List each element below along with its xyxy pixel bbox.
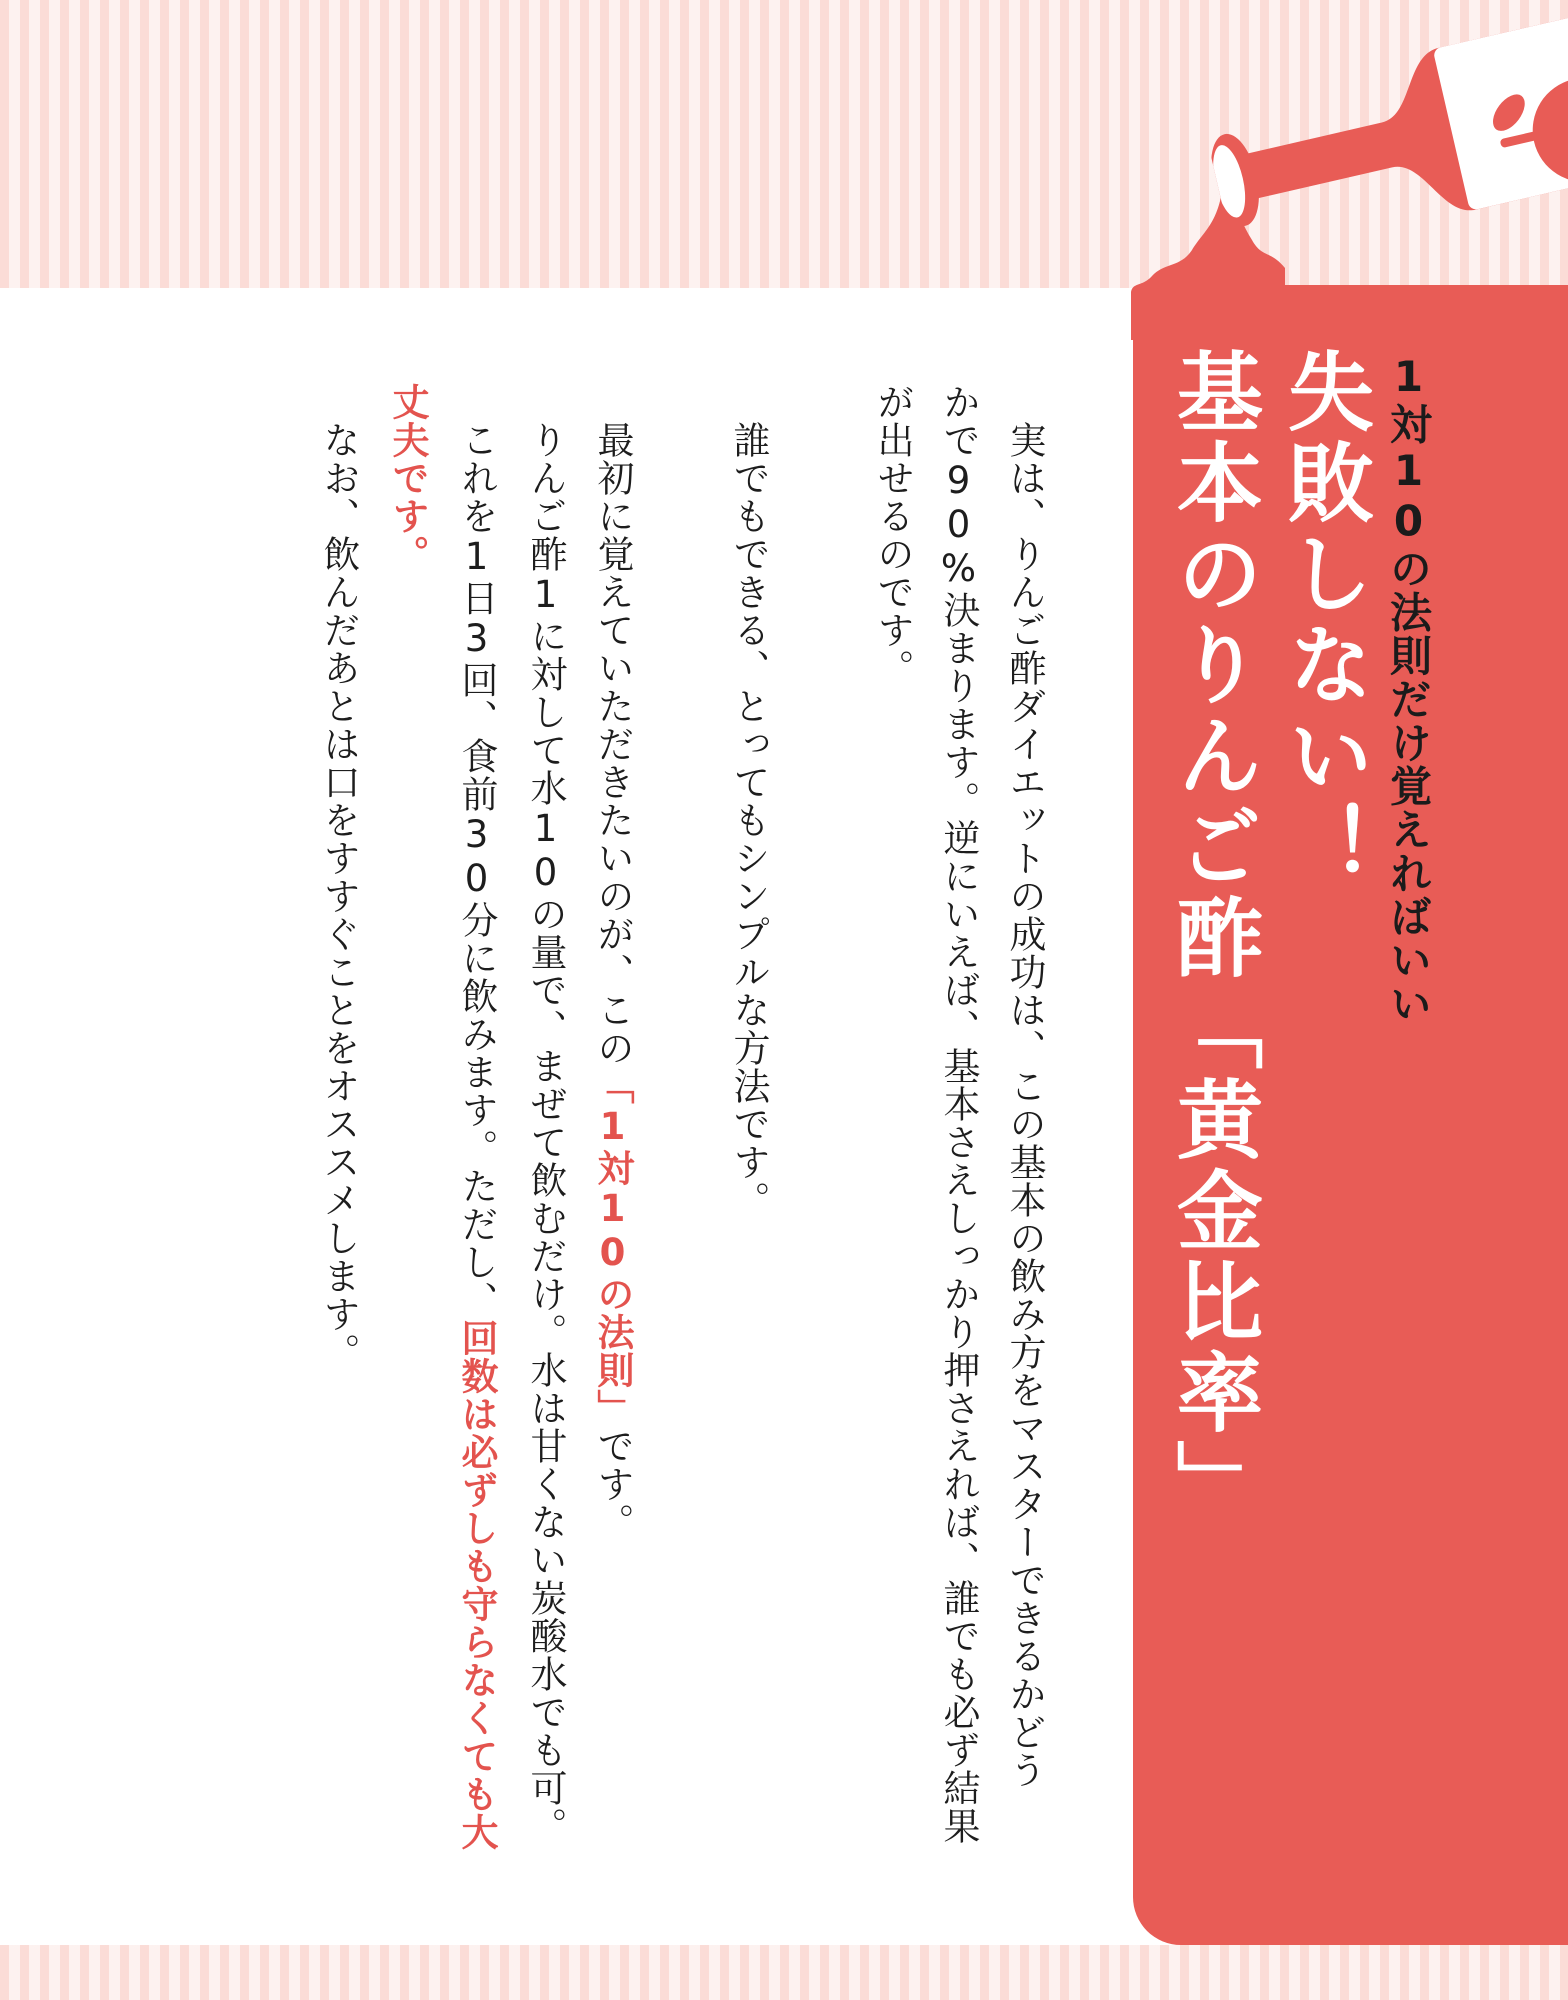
body-line-6: りんご酢1に対して水10の量で、まぜて飲むだけ。水は甘くない炭酸水でも可。 [524,421,567,1845]
heading-tagline: 1対10の法則だけ覚えればいい [1384,352,1433,1026]
page-title-line-1: 失敗しない！ [1273,347,1373,893]
body-line-7-black: これを1日3回、食前30分に飲みます。ただし、 [455,421,498,1319]
bottom-stripe-band [0,1945,1568,2000]
body-line-3: が出せるのです。 [871,383,914,687]
body-line-2: かで90%決まります。逆にいえば、基本さえしっかり押さえれば、誰でも必ず結果 [937,383,980,1845]
body-line-5 [591,383,634,1541]
body-line-4: 誰でもできる、とってもシンプルな方法です。 [727,421,770,1219]
body-line-9: なお、飲んだあとは口をすすぐことをオススメします。 [317,421,360,1371]
body-line-5-red-emphasis: 「1対10の法則」 [591,1067,634,1427]
body-line-7-red-emphasis: 回数は必ずしも守らなくても大 [455,1319,498,1851]
body-line-1: 実は、りんご酢ダイエットの成功は、この基本の飲み方をマスターできるかどう [1003,421,1046,1789]
body-line-8: 丈夫です。 [386,383,429,573]
page-title-line-2: 基本のりんご酢「黄金比率」 [1162,347,1262,1530]
body-line-5-black: 最初に覚えていただきたいのが、この [591,421,634,1067]
body-line-7 [455,383,498,1851]
body-line-5-black-end: です。 [591,1427,634,1541]
